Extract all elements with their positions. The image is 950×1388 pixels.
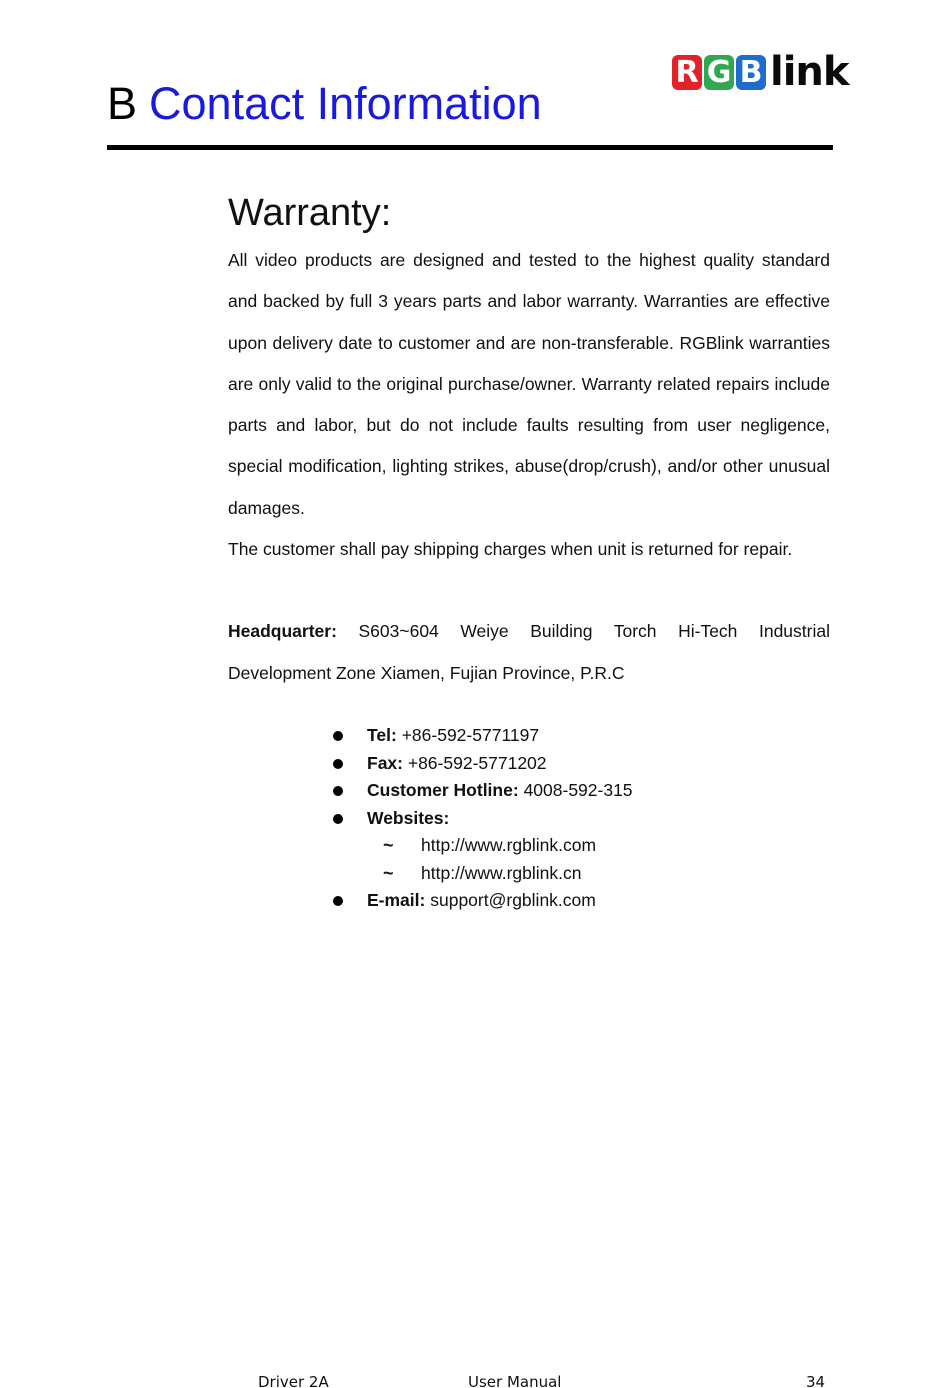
list-item-hotline bbox=[330, 777, 633, 805]
tilde-bullet-icon: ~ bbox=[383, 835, 394, 855]
websites-label: Websites: bbox=[367, 807, 450, 828]
email-label: E-mail: bbox=[367, 890, 426, 910]
logo-letter-b: B bbox=[736, 55, 766, 90]
hotline-label: Customer Hotline: bbox=[367, 780, 519, 800]
logo-text-link: link bbox=[770, 49, 849, 95]
tel-value: +86-592-5771197 bbox=[401, 725, 540, 745]
email-value[interactable]: support@rgblink.com bbox=[430, 890, 596, 910]
bullet-icon bbox=[333, 814, 343, 824]
tilde-bullet-icon: ~ bbox=[383, 862, 394, 883]
list-item-email bbox=[330, 887, 633, 915]
headquarter-paragraph bbox=[228, 611, 830, 694]
logo-letter-g: G bbox=[704, 55, 734, 90]
section-letter: B bbox=[107, 78, 138, 129]
bullet-icon bbox=[333, 759, 343, 769]
list-item-websites bbox=[330, 805, 633, 833]
website-link-cn[interactable]: http://www.rgblink.cn bbox=[421, 862, 582, 883]
footer-page-number: 34 bbox=[806, 1373, 826, 1388]
fax-label: Fax: bbox=[367, 752, 403, 773]
list-item-tel bbox=[330, 722, 633, 750]
rgblink-logo bbox=[672, 49, 849, 95]
headquarter-label: Headquarter: bbox=[228, 621, 337, 642]
warranty-heading: Warranty: bbox=[228, 192, 392, 234]
website-link-com[interactable]: http://www.rgblink.com bbox=[421, 835, 597, 855]
bullet-icon bbox=[333, 896, 343, 906]
headquarter-address: S603~604 Weiye Building Torch Hi-Tech Industrial Development Zone Xiamen, Fujian Province, P.R.C bbox=[228, 621, 830, 683]
section-title: Contact Information bbox=[149, 78, 542, 129]
footer-product: Driver 2A bbox=[258, 1373, 329, 1388]
list-item-fax bbox=[330, 750, 633, 778]
tel-label: Tel: bbox=[367, 725, 397, 745]
warranty-paragraph: All video products are designed and tested to the highest quality standard and backed by full 3 years parts and labor warranty. Warranties are effective upon delivery date to customer and are non-transferable. RGBlink warranties are only valid to the original purchase/owner. Warranty related repairs include parts and labor, but do not include faults resulting from user negligence, special modification, lighting strikes, abuse(drop/crush), and/or other unusual damages. bbox=[228, 250, 830, 518]
bullet-icon bbox=[333, 731, 343, 741]
logo-letter-r: R bbox=[672, 55, 702, 90]
section-heading bbox=[107, 76, 542, 132]
fax-value: +86-592-5771202 bbox=[407, 752, 547, 773]
website-item bbox=[330, 860, 633, 888]
contact-list bbox=[330, 722, 633, 915]
bullet-icon bbox=[333, 786, 343, 796]
footer-doc-title: User Manual bbox=[468, 1373, 562, 1388]
shipping-note: The customer shall pay shipping charges when unit is returned for repair. bbox=[228, 539, 793, 560]
header-divider bbox=[107, 145, 833, 150]
warranty-content bbox=[228, 240, 830, 694]
website-item bbox=[330, 832, 633, 860]
hotline-value: 4008-592-315 bbox=[523, 780, 633, 800]
